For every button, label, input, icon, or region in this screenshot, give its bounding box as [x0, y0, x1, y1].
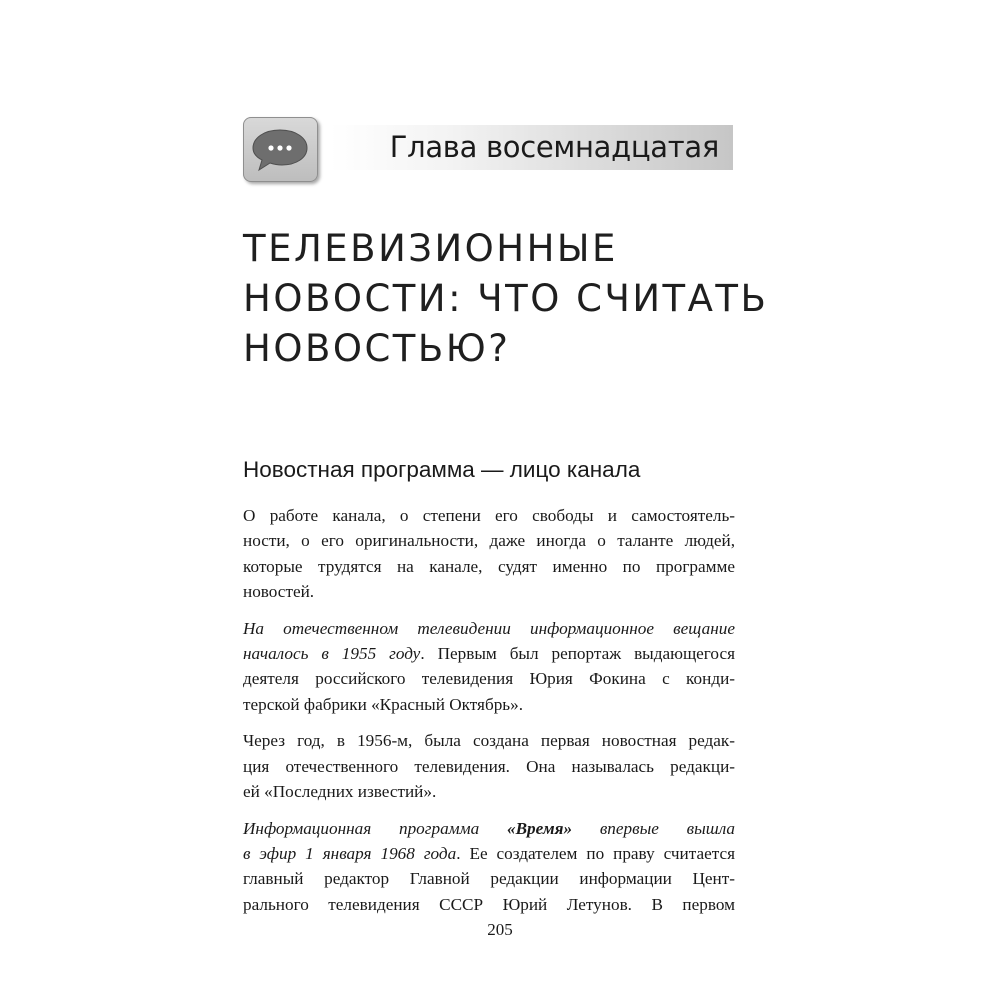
page-number: 205 — [487, 920, 513, 939]
text-line: которые трудятся на канале, судят именно по программе — [243, 556, 735, 576]
speech-bubble-ellipsis-icon — [243, 117, 318, 182]
chapter-band — [330, 125, 733, 170]
chapter-title-line: ТЕЛЕВИЗИОННЫЕ — [243, 227, 618, 270]
text-fragment: . Первым был репортаж выдающегося — [420, 643, 735, 663]
emphasis-text: началось в 1955 году — [243, 643, 421, 663]
chapter-label: Глава восемнадцатая — [389, 130, 719, 164]
chapter-title — [243, 224, 769, 374]
text-line: главный редактор Главной редакции информации Цент- — [243, 869, 735, 889]
text-line: ности, о его оригинальности, даже иногда о таланте людей, — [243, 531, 735, 551]
text-line — [243, 641, 735, 666]
text-line: Через год, в 1956-м, была создана первая новостная редак- — [243, 731, 735, 751]
emphasis-text: впервые вышла — [572, 818, 735, 838]
body-text — [243, 503, 735, 928]
text-line: ция отечественного телевидения. Она называлась редакци- — [243, 756, 735, 776]
paragraph — [243, 503, 735, 604]
text-line: ей «Последних известий». — [243, 781, 437, 801]
text-line: рального телевидения СССР Юрий Летунов. В первом — [243, 894, 735, 914]
text-line: терской фабрики «Красный Октябрь». — [243, 694, 524, 714]
text-line: О работе канала, о степени его свободы и самостоятель- — [243, 506, 735, 525]
emphasis-text: в эфир 1 января 1968 года — [243, 844, 457, 864]
paragraph — [243, 616, 735, 717]
section-heading: Новостная программа — лицо канала — [243, 457, 641, 482]
emphasis-text: Информационная программа — [243, 818, 507, 838]
paragraph — [243, 816, 735, 917]
text-fragment: . Ее создателем по праву считается — [456, 844, 735, 864]
text-line — [243, 841, 735, 866]
text-line — [243, 816, 735, 841]
paragraph — [243, 728, 735, 804]
text-line: деятеля российского телевидения Юрия Фокина с конди- — [243, 669, 735, 689]
text-line: новостей. — [243, 581, 315, 601]
text-line: На отечественном телевидении информационное вещание — [243, 618, 735, 638]
chapter-title-line: НОВОСТИ: ЧТО СЧИТАТЬ — [243, 277, 769, 320]
chapter-title-line: НОВОСТЬЮ? — [243, 327, 511, 370]
program-name: «Время» — [506, 818, 573, 838]
